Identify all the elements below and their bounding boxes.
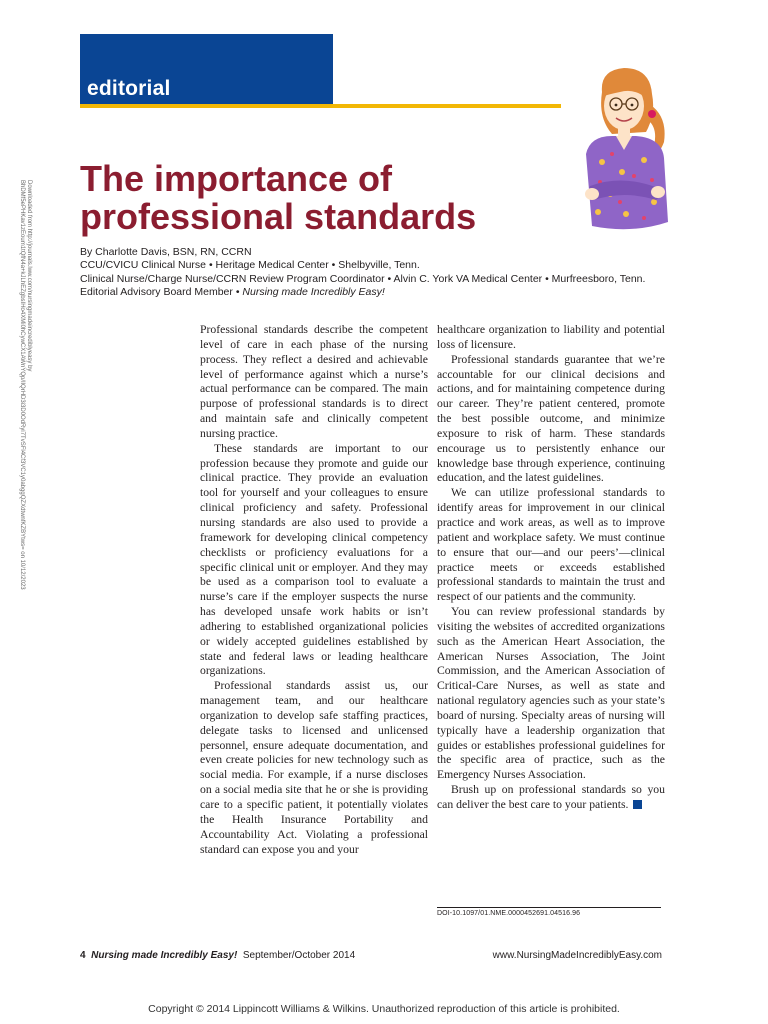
byline-board-role: Editorial Advisory Board Member • xyxy=(80,285,243,298)
article-column-2 xyxy=(437,323,665,813)
article-title: The importance of professional standards xyxy=(80,158,477,237)
byline-affiliation-2: Clinical Nurse/Charge Nurse/CCRN Review Program Coordinator • Alvin C. York VA Medical Center • Murfreesboro, Tenn. xyxy=(80,272,646,285)
byline-magazine-name: Nursing made Incredibly Easy! xyxy=(242,285,385,298)
doi-divider xyxy=(437,907,661,908)
page-number: 4 xyxy=(80,950,86,961)
paragraph: These standards are important to our profession because they promote and guide our clinical practice. They provide an evaluation tool for yourself and your colleagues to ensure clinical proficiency and safety. Professional nursing standards are also used to provide a framework for developing clinical competency checklists or proficiency evaluations for a specific clinical unit or employer. And they may be used as a comparison tool to evaluate a nurse’s care if the employer suspects the nurse has developed unsafe work habits or isn’t adhering to established organizational policies or widely accepted guidelines established by state and federal laws or leading healthcare organizations. xyxy=(200,441,428,678)
footer-website: www.NursingMadeIncrediblyEasy.com xyxy=(492,950,662,961)
paragraph: You can review professional standards by visiting the websites of accredited organizations such as the American Heart Association, the American Nurses Association, The Joint Commission, and the American Association of Critical-Care Nurses, as well as state and national regulatory agencies such as your state’s board of nursing. Specialty areas of nursing will typically have a leadership organization that guides or establishes professional guidelines for the specific area of practice, such as the Emergency Nurses Association. xyxy=(437,605,665,782)
byline xyxy=(80,246,680,299)
footer-magazine-name: Nursing made Incredibly Easy! xyxy=(91,950,238,961)
final-paragraph-text: Brush up on professional standards so you can deliver the best care to your patients. xyxy=(437,783,665,811)
paragraph-continued: healthcare organization to liability and potential loss of licensure. xyxy=(437,323,665,351)
paragraph: Professional standards guarantee that we’re accountable for our clinical decisions and actions, and for maintaining competence during our career. They’re patient centered, promote the best possible outcome, and minimize exposure to risk of harm. These standards encourage us to persistently enhance our knowledge base through experience, continuing education, and the latest guidelines. xyxy=(437,352,665,485)
paragraph: Professional standards assist us, our management team, and our healthcare organization to develop safe staffing practices, delegate tasks to licensed and unlicensed personnel, ensure adequate documentation, and even create policies for new technology such as social media. For example, if a nurse discloses on a social media site that he or she is providing care to a specific patient, it potentially violates the Health Insurance Portability and Accountability Act. Violating a professional standard can expose you and your xyxy=(200,679,428,856)
paragraph: Professional standards describe the competent level of care in each phase of the nursing process. They reflect a desired and achievable level of performance against which a nurse’s actual performance can be compared. The main purpose of professional standards is to direct and maintain safe and clinically competent nursing practice. xyxy=(200,323,428,440)
footer-issue-date: September/October 2014 xyxy=(242,950,356,961)
paragraph: We can utilize professional standards to identify areas for improvement in our clinical practice and work areas, as well as to improve patient and workplace safety. We must continue to ensure that our—and our peers’—clinical practice meets or exceeds established professional standards to maintain the trust and respect of our patients and the community. xyxy=(437,486,665,604)
footer-left xyxy=(80,950,355,961)
doi-text: DOI-10.1097/01.NME.0000452691.04516.96 xyxy=(437,910,581,917)
article-column-1 xyxy=(200,323,428,857)
section-label: editorial xyxy=(87,77,171,100)
byline-affiliation-3 xyxy=(80,286,680,299)
banner-gold-rule xyxy=(80,104,561,108)
end-mark-icon xyxy=(633,800,642,809)
copyright-notice: Copyright © 2014 Lippincott Williams & Wilkins. Unauthorized reproduction of this article is prohibited. xyxy=(148,1003,620,1015)
download-sidebar-text: Downloaded from http://journals.lww.com/nursingmadeincrediblyeasy by BhDMf5ePHKav1zEoum1tQfN4a+kJLhEZgbsIHo4XMi0hCywCX1AWnYQp/IlQrHD3i3D0OdRyi7TvSFl4Cf3VC1y0abggQZXdtwnfKZBYtws= on 10/12/2023 xyxy=(19,180,32,590)
download-sidebar xyxy=(19,180,32,640)
nurse-illustration-icon xyxy=(572,62,680,238)
byline-author: By Charlotte Davis, BSN, RN, CCRN xyxy=(80,246,252,258)
byline-affiliation-1: CCU/CVICU Clinical Nurse • Heritage Medical Center • Shelbyville, Tenn. xyxy=(80,259,420,272)
paragraph-final xyxy=(437,783,665,813)
